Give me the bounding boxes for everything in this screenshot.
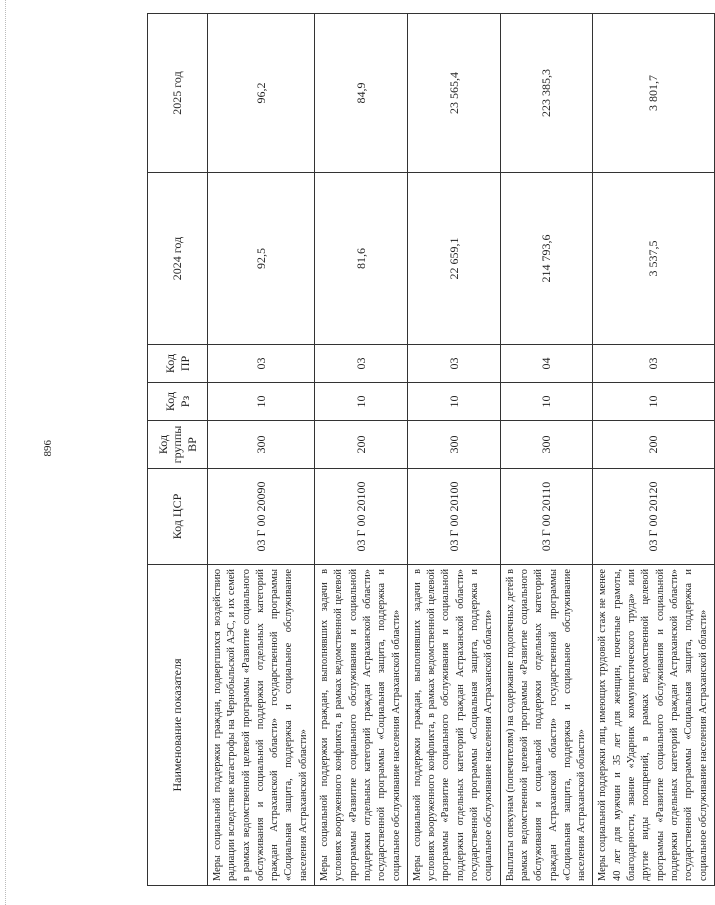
page-number: 896 (42, 440, 54, 457)
table-row (500, 14, 593, 886)
header-2025: 2025 год (148, 14, 208, 173)
cell-rz: 10 (315, 383, 408, 421)
cell-csr: 03 Г 00 20120 (593, 469, 714, 565)
cell-pr: 04 (500, 345, 593, 383)
cell-pr: 03 (315, 345, 408, 383)
cell-csr: 03 Г 00 20100 (315, 469, 408, 565)
header-csr: Код ЦСР (148, 469, 208, 565)
cell-csr: 03 Г 00 20090 (208, 469, 315, 565)
cell-y2025: 96,2 (208, 14, 315, 173)
cell-y2025: 3 801,7 (593, 14, 714, 173)
cell-rz: 10 (593, 383, 714, 421)
cell-y2024: 214 793,6 (500, 173, 593, 345)
header-2024: 2024 год (148, 173, 208, 345)
scan-edge-rule (5, 0, 6, 905)
cell-rz: 10 (500, 383, 593, 421)
cell-pr: 03 (407, 345, 500, 383)
cell-vr: 300 (407, 421, 500, 469)
table-row (407, 14, 500, 886)
cell-y2024: 92,5 (208, 173, 315, 345)
cell-vr: 200 (593, 421, 714, 469)
cell-rz: 10 (407, 383, 500, 421)
header-rz: Код Рз (148, 383, 208, 421)
cell-pr: 03 (208, 345, 315, 383)
cell-vr: 300 (208, 421, 315, 469)
cell-csr: 03 Г 00 20100 (407, 469, 500, 565)
cell-y2024: 81,6 (315, 173, 408, 345)
table-row (593, 14, 714, 886)
cell-name: Меры социальной поддержки лиц, имеющих трудовой стаж не менее 40 лет для мужчин и 35 лет для женщин, почетные грамоты, благодарности, звание «Ударник коммунистического труда» или другие виды поощрений, в рамках ведомственной целевой программы «Развитие социального обслуживания и социальной поддержки отдельных категорий граждан Астраханской области» государственной программы «Социальная защита, поддержка и социальное обслуживание населения Астраханской области» (593, 565, 714, 886)
budget-table (147, 13, 715, 886)
cell-y2024: 22 659,1 (407, 173, 500, 345)
table-row (208, 14, 315, 886)
cell-y2025: 23 565,4 (407, 14, 500, 173)
table-row (315, 14, 408, 886)
cell-name: Меры социальной поддержки граждан, подвергшихся воздействию радиации вследствие катастрофы на Чернобыльской АЭС, и их семей в рамках ведомственной целевой программы «Развитие социального обслуживания и социальной поддержки отдельных категорий граждан Астраханской области» государственной программы «Социальная защита, поддержка и социальное обслуживание населения Астраханской области» (208, 565, 315, 886)
cell-rz: 10 (208, 383, 315, 421)
table-header-row (148, 14, 208, 886)
header-name: Наименование показателя (148, 565, 208, 886)
cell-pr: 03 (593, 345, 714, 383)
cell-name: Выплаты опекунам (попечителям) на содержание подопечных детей в рамках ведомственной целевой программы «Развитие социального обслуживания и социальной поддержки отдельных категорий граждан Астраханской области» государственной программы «Социальная защита, поддержка и социальное обслуживание населения Астраханской области» (500, 565, 593, 886)
rotated-table-wrapper (147, 14, 709, 886)
cell-name: Меры социальной поддержки граждан, выполнявших задачи в условиях вооруженного конфликта, в рамках ведомственной целевой программы «Развитие социального обслуживания и социальной поддержки отдельных категорий граждан Астраханской области» государственной программы «Социальная защита, поддержка и социальное обслуживание населения Астраханской области» (407, 565, 500, 886)
cell-csr: 03 Г 00 20110 (500, 469, 593, 565)
cell-y2025: 84,9 (315, 14, 408, 173)
cell-name: Меры социальной поддержки граждан, выполнявших задачи в условиях вооруженного конфликта, в рамках ведомственной целевой программы «Развитие социального обслуживания и социальной поддержки отдельных категорий граждан Астраханской области» государственной программы «Социальная защита, поддержка и социальное обслуживание населения Астраханской области» (315, 565, 408, 886)
cell-vr: 200 (315, 421, 408, 469)
cell-y2025: 223 385,3 (500, 14, 593, 173)
header-pr: Код ПР (148, 345, 208, 383)
cell-vr: 300 (500, 421, 593, 469)
header-vr: Код группы ВР (148, 421, 208, 469)
cell-y2024: 3 537,5 (593, 173, 714, 345)
